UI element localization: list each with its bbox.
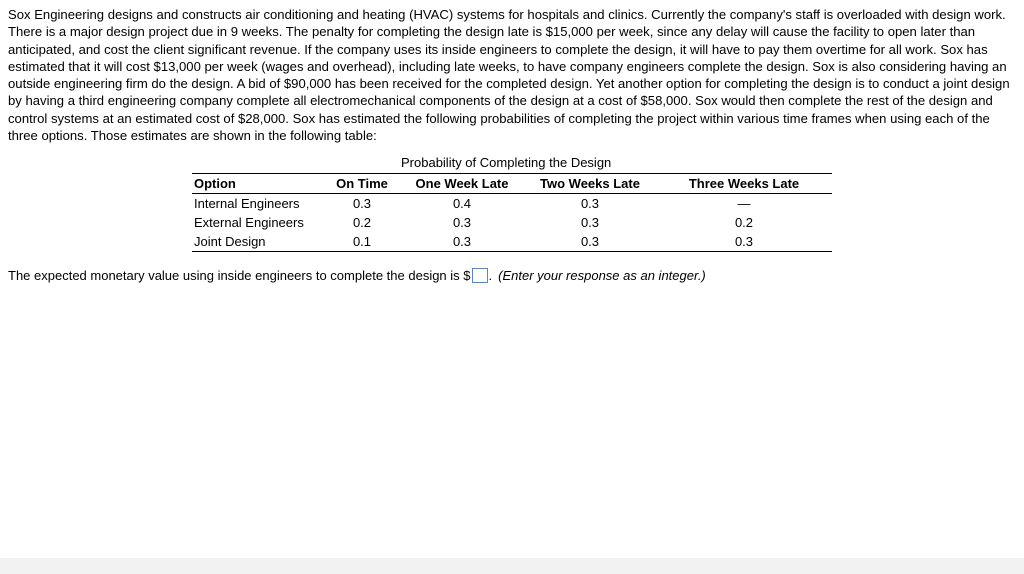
question-suffix: . (488, 268, 493, 283)
row-option-label: External Engineers (194, 215, 304, 230)
header-two-weeks-late: Two Weeks Late (524, 174, 656, 194)
problem-statement: Sox Engineering designs and constructs air conditioning and heating (HVAC) systems for hospitals and clinics. Currently the company's staff is overloaded with design work. There is a major design project due in 9 weeks. The penalty for completing the design late is $15,000 per week, since any delay will cause the facility to open later than anticipated, and cost the client significant revenue. If the company uses its inside engineers to complete the design, it will have to pay them overtime for all work. Sox has estimated that it will cost $13,000 per week (wages and overhead), including late weeks, to have company engineers complete the design. Sox is also considering having an outside engineering firm do the design. A bid of $90,000 has been received for the completed design. Yet another option for completing the design is to conduct a joint design by having a third engineering company complete all electromechanical components of the design at a cost of $58,000. Sox would then complete the rest of the design and control systems at an estimated cost of $28,000. Sox has estimated the following probabilities of completing the project within various time frames when using each of the three options. Those estimates are shown in the following table: (8, 7, 1010, 144)
cell-one-week-late: 0.3 (452, 215, 472, 230)
cell-one-week-late: 0.4 (452, 196, 472, 211)
cell-two-weeks-late: 0.3 (580, 215, 600, 230)
cell-two-weeks-late: 0.3 (524, 232, 656, 252)
answer-hint: (Enter your response as an integer.) (498, 268, 706, 283)
row-option-label: Joint Design (192, 232, 324, 252)
table-row (192, 213, 832, 232)
question-line (8, 268, 706, 283)
header-option: Option (192, 174, 324, 194)
cell-two-weeks-late: 0.3 (580, 196, 600, 211)
cell-one-week-late: 0.3 (400, 232, 524, 252)
header-on-time: On Time (324, 174, 400, 194)
header-one-week-late: One Week Late (400, 174, 524, 194)
table-group-title: Probability of Completing the Design (401, 155, 612, 170)
table-row (192, 232, 832, 252)
cell-on-time: 0.1 (324, 232, 400, 252)
footer-bar (0, 558, 1024, 574)
question-prefix: The expected monetary value using inside engineers to complete the design is $ (8, 268, 471, 283)
row-option-label: Internal Engineers (194, 196, 300, 211)
cell-three-weeks-late: 0.2 (734, 215, 754, 230)
header-three-weeks-late: Three Weeks Late (656, 174, 832, 194)
table-row (192, 194, 832, 214)
probability-table (192, 173, 832, 252)
cell-on-time: 0.3 (352, 196, 372, 211)
cell-three-weeks-late: 0.3 (656, 232, 832, 252)
cell-on-time: 0.2 (352, 215, 372, 230)
answer-input[interactable] (472, 268, 488, 283)
table-header-row (192, 174, 832, 194)
cell-three-weeks-late: — (737, 196, 751, 211)
